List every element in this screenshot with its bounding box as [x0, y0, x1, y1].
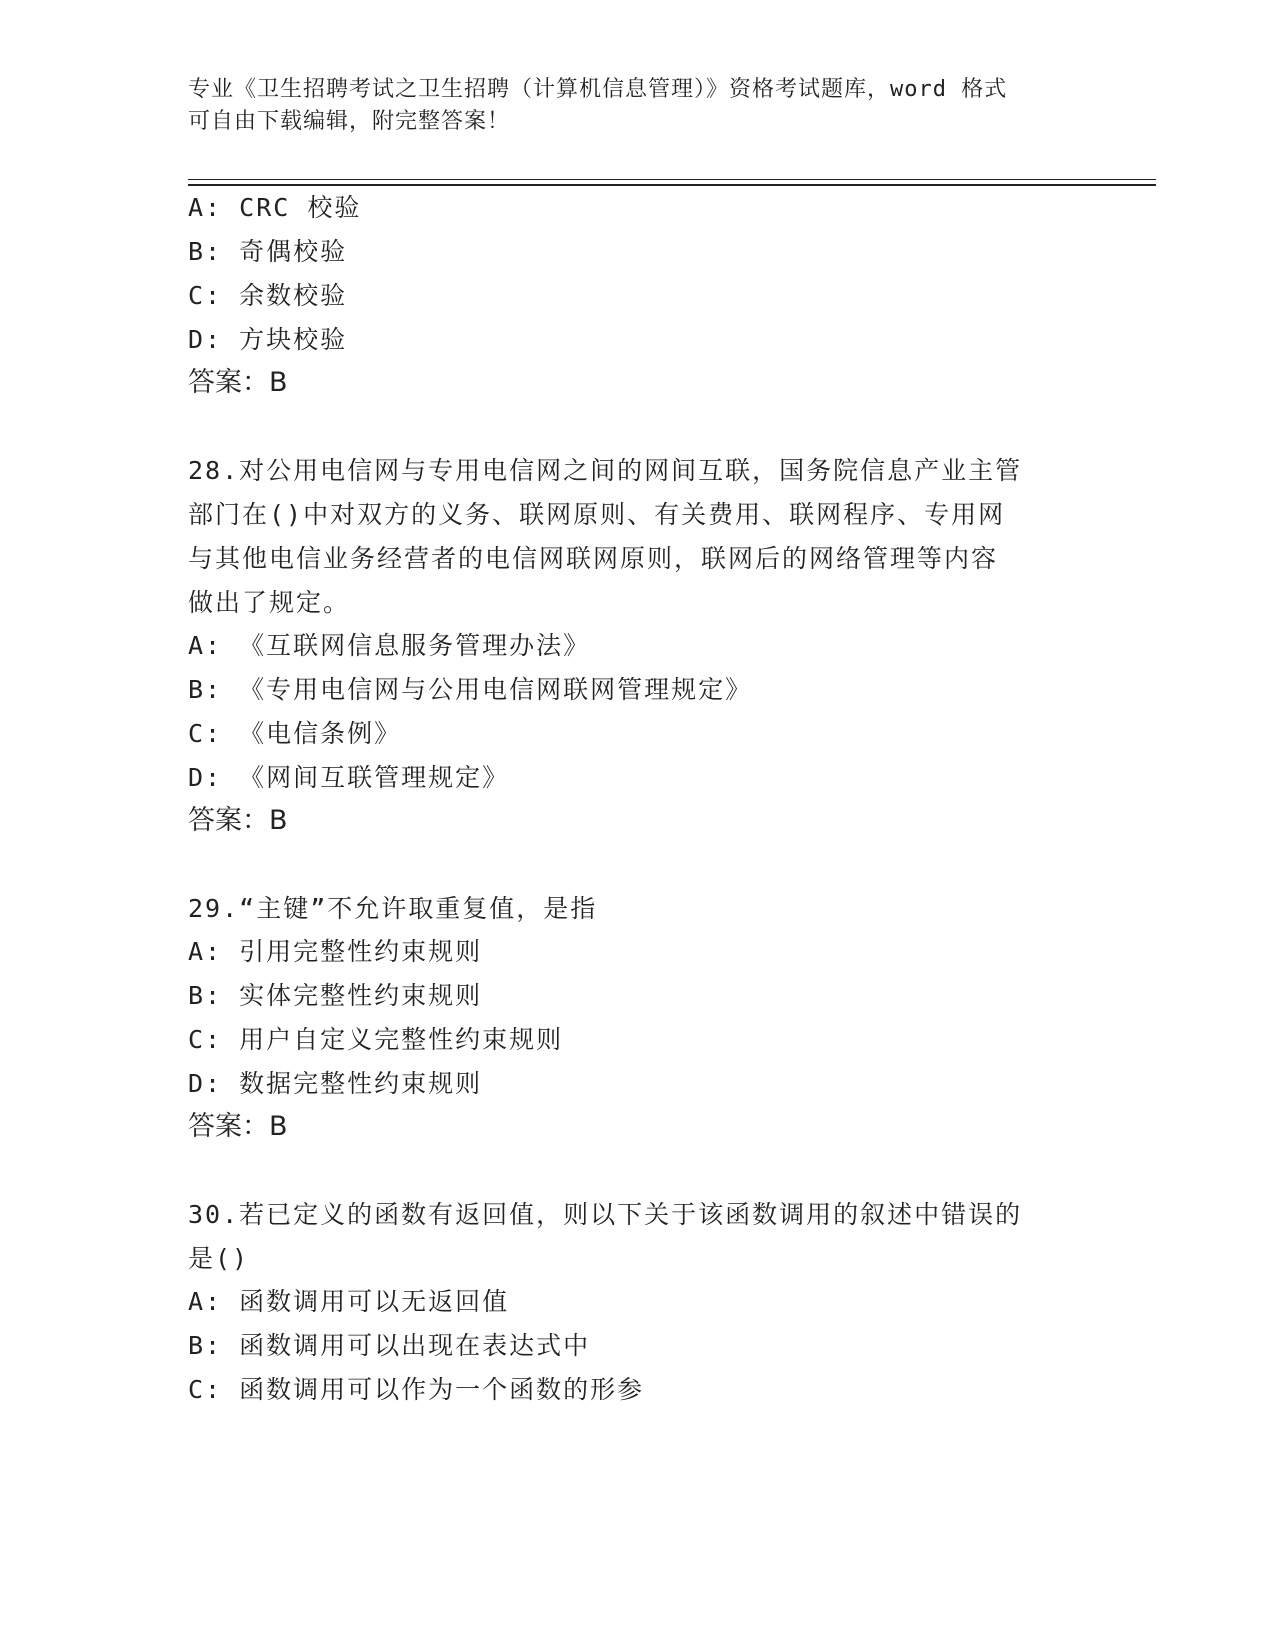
q28-stem-line-2: 部门在()中对双方的义务、联网原则、有关费用、联网程序、专用网	[188, 500, 1006, 529]
q28-option-d: D: 《网间互联管理规定》	[188, 763, 510, 792]
q29-option-b: B: 实体完整性约束规则	[188, 981, 483, 1010]
header-line-2: 可自由下载编辑，附完整答案！	[188, 109, 511, 134]
document-header	[188, 74, 1068, 138]
q28-stem-line-1: 28.对公用电信网与专用电信网之间的网间互联，国务院信息产业主管	[188, 456, 1023, 485]
q28-option-a: A: 《互联网信息服务管理办法》	[188, 631, 591, 660]
q29-option-d: D: 数据完整性约束规则	[188, 1069, 483, 1098]
q29-answer: 答案：B	[188, 1111, 288, 1142]
q27-option-d: D: 方块校验	[188, 325, 348, 354]
q28-option-c: C: 《电信条例》	[188, 719, 402, 748]
q30-option-c: C: 函数调用可以作为一个函数的形参	[188, 1375, 645, 1404]
q29-stem: 29.“主键”不允许取重复值，是指	[188, 894, 598, 923]
q28-answer: 答案：B	[188, 805, 288, 836]
q28-stem-line-4: 做出了规定。	[188, 588, 351, 617]
header-line-1: 专业《卫生招聘考试之卫生招聘（计算机信息管理）》资格考试题库，word 格式	[188, 77, 1008, 102]
q30-option-a: A: 函数调用可以无返回值	[188, 1287, 510, 1316]
q29-option-a: A: 引用完整性约束规则	[188, 937, 483, 966]
q28-option-b: B: 《专用电信网与公用电信网联网管理规定》	[188, 675, 753, 704]
q27-option-c: C: 余数校验	[188, 281, 348, 310]
q29-option-c: C: 用户自定义完整性约束规则	[188, 1025, 564, 1054]
q30-stem-line-2: 是()	[188, 1244, 250, 1273]
q30-option-b: B: 函数调用可以出现在表达式中	[188, 1331, 591, 1360]
q28-stem-line-3: 与其他电信业务经营者的电信网联网原则，联网后的网络管理等内容	[188, 544, 999, 573]
q27-option-a: A: CRC 校验	[188, 193, 362, 222]
header-divider-thick	[188, 184, 1156, 186]
header-divider-thin	[188, 179, 1156, 180]
q30-stem-line-1: 30.若已定义的函数有返回值，则以下关于该函数调用的叙述中错误的	[188, 1200, 1023, 1229]
q27-answer: 答案：B	[188, 367, 288, 398]
q27-option-b: B: 奇偶校验	[188, 237, 348, 266]
